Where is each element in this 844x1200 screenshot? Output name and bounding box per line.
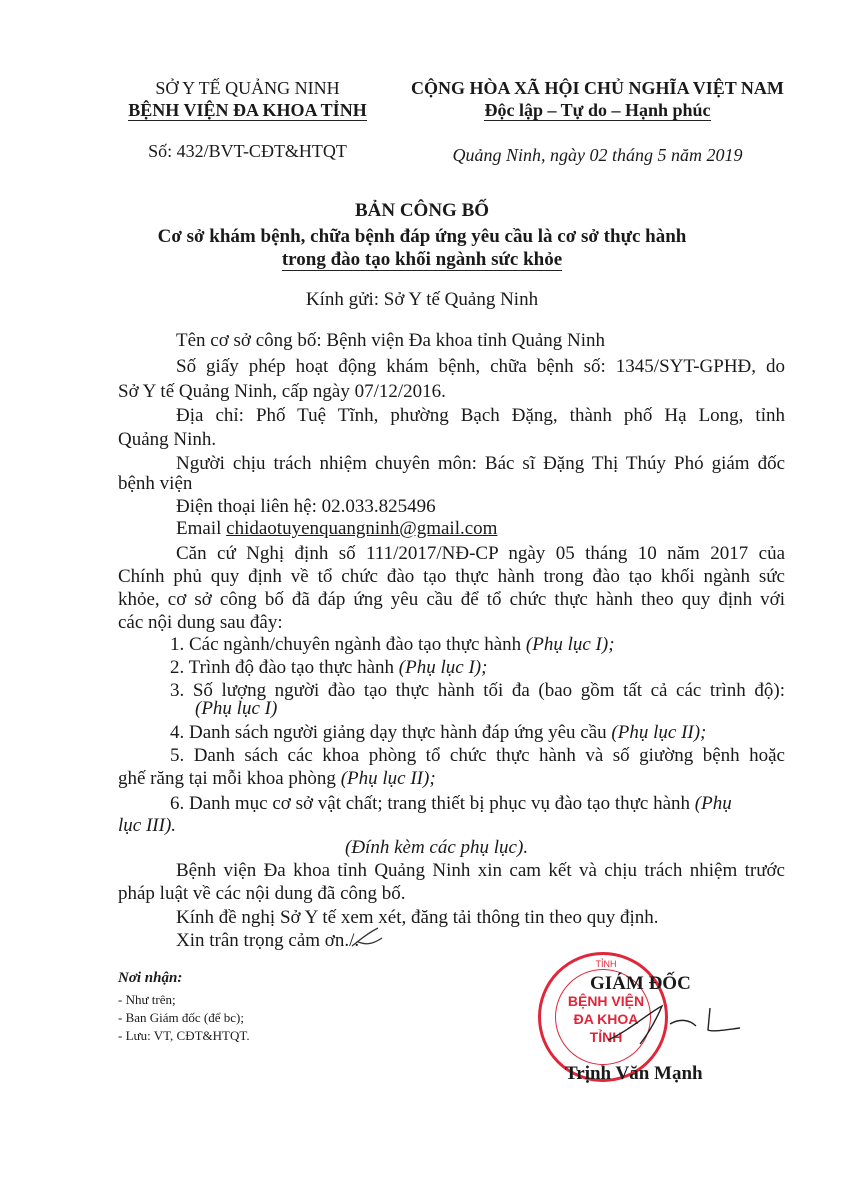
phone-line: Điện thoại liên hệ: 02.033.825496 bbox=[176, 496, 436, 517]
email-label: Email bbox=[176, 518, 227, 539]
item-2-ref: (Phụ lục I); bbox=[398, 657, 488, 678]
item-3-ref: (Phụ lục I) bbox=[195, 698, 278, 719]
email-line bbox=[176, 518, 497, 540]
signature-icon bbox=[600, 1000, 750, 1050]
hospital-name-text: BỆNH VIỆN ĐA KHOA TỈNH bbox=[128, 100, 367, 120]
initial-mark-icon bbox=[348, 924, 388, 952]
item-2 bbox=[170, 657, 487, 679]
legal-basis-2: Chính phủ quy định về tổ chức đào tạo thực hành trong đào tạo khối ngành sức bbox=[118, 566, 785, 587]
address-line: Địa chỉ: Phố Tuệ Tĩnh, phường Bạch Đặng, thành phố Hạ Long, tỉnh bbox=[176, 405, 785, 426]
item-6 bbox=[170, 793, 785, 815]
signer-name: Trịnh Văn Mạnh bbox=[565, 1063, 703, 1084]
closing-3: Kính đề nghị Sở Y tế xem xét, đăng tải thông tin theo quy định. bbox=[176, 907, 659, 928]
attachment-note: (Đính kèm các phụ lục). bbox=[345, 837, 529, 858]
item-5-text-2: ghế răng tại mỗi khoa phòng bbox=[118, 768, 341, 789]
hospital-name bbox=[110, 100, 385, 121]
doc-subtitle-2 bbox=[0, 249, 844, 271]
item-4-text: 4. Danh sách người giảng dạy thực hành đáp ứng yêu cầu bbox=[170, 722, 612, 743]
responsible-line-2: bệnh viện bbox=[118, 473, 193, 494]
distribution-item-3: - Lưu: VT, CĐT&HTQT. bbox=[118, 1028, 250, 1043]
seal-text-2: ĐA KHOA bbox=[573, 1011, 639, 1027]
seal-top-text: TỈNH bbox=[595, 959, 617, 969]
item-2-text: 2. Trình độ đào tạo thực hành bbox=[170, 657, 399, 678]
doc-subtitle-1: Cơ sở khám bệnh, chữa bệnh đáp ứng yêu cầu là cơ sở thực hành bbox=[157, 226, 687, 247]
agency-name: SỞ Y TẾ QUẢNG NINH bbox=[155, 78, 340, 98]
doc-subtitle-2-text: trong đào tạo khối ngành sức khỏe bbox=[281, 249, 563, 270]
place-date: Quảng Ninh, ngày 02 tháng 5 năm 2019 bbox=[452, 145, 743, 165]
item-1-text: 1. Các ngành/chuyên ngành đào tạo thực hành bbox=[170, 634, 526, 655]
license-line: Số giấy phép hoạt động khám bệnh, chữa bệnh số: 1345/SYT-GPHĐ, do bbox=[176, 356, 785, 377]
license-line-2: Sở Y tế Quảng Ninh, cấp ngày 07/12/2016. bbox=[118, 381, 446, 402]
item-5: 5. Danh sách các khoa phòng tổ chức thực hành và số giường bệnh hoặc bbox=[170, 745, 785, 766]
item-4-ref: (Phụ lục II); bbox=[611, 722, 707, 743]
item-1-ref: (Phụ lục I); bbox=[525, 634, 615, 655]
item-1 bbox=[170, 634, 615, 656]
item-5-line-2 bbox=[118, 768, 436, 790]
doc-title: BẢN CÔNG BỐ bbox=[354, 200, 490, 221]
document-number: Số: 432/BVT-CĐT&HTQT bbox=[148, 141, 347, 161]
item-6-ref-2: lục III). bbox=[118, 815, 177, 836]
closing-2: pháp luật về các nội dung đã công bố. bbox=[118, 883, 406, 904]
facility-name-line: Tên cơ sở công bố: Bệnh viện Đa khoa tỉnh Quảng Ninh bbox=[176, 330, 606, 351]
address-line-2: Quảng Ninh. bbox=[118, 429, 217, 450]
motto bbox=[410, 100, 785, 121]
legal-basis-4: các nội dung sau đây: bbox=[118, 612, 283, 633]
seal-text-1: BỆNH VIỆN bbox=[567, 993, 645, 1009]
signer-role: GIÁM ĐỐC bbox=[590, 973, 691, 994]
legal-basis-3: khỏe, cơ sở công bố đã đáp ứng yêu cầu để tổ chức thực hành theo quy định với bbox=[118, 589, 785, 610]
item-6-text: 6. Danh mục cơ sở vật chất; trang thiết bị phục vụ đào tạo thực hành bbox=[170, 793, 695, 814]
responsible-line: Người chịu trách nhiệm chuyên môn: Bác sĩ Đặng Thị Thúy Phó giám đốc bbox=[176, 453, 785, 474]
distribution-item-1: - Như trên; bbox=[118, 992, 176, 1007]
seal-text-3: TỈNH bbox=[589, 1029, 623, 1045]
closing-1: Bệnh viện Đa khoa tỉnh Quảng Ninh xin cam kết và chịu trách nhiệm trước bbox=[176, 860, 785, 881]
item-6-ref: (Phụ bbox=[694, 793, 732, 814]
distribution-item-2: - Ban Giám đốc (để bc); bbox=[118, 1010, 244, 1025]
distribution-title: Nơi nhận: bbox=[118, 970, 183, 986]
closing-4: Xin trân trọng cảm ơn./. bbox=[176, 930, 360, 951]
nation-name: CỘNG HÒA XÃ HỘI CHỦ NGHĨA VIỆT NAM bbox=[411, 78, 784, 98]
email-link[interactable]: chidaotuyenquangninh@gmail.com bbox=[226, 518, 498, 539]
recipient: Kính gửi: Sở Y tế Quảng Ninh bbox=[305, 289, 539, 310]
item-3: 3. Số lượng người đào tạo thực hành tối đa (bao gồm tất cả các trình độ): bbox=[170, 680, 785, 701]
item-5-ref: (Phụ lục II); bbox=[340, 768, 436, 789]
legal-basis-1: Căn cứ Nghị định số 111/2017/NĐ-CP ngày 05 tháng 10 năm 2017 của bbox=[176, 543, 785, 564]
motto-text: Độc lập – Tự do – Hạnh phúc bbox=[484, 100, 711, 120]
item-4 bbox=[170, 722, 706, 744]
